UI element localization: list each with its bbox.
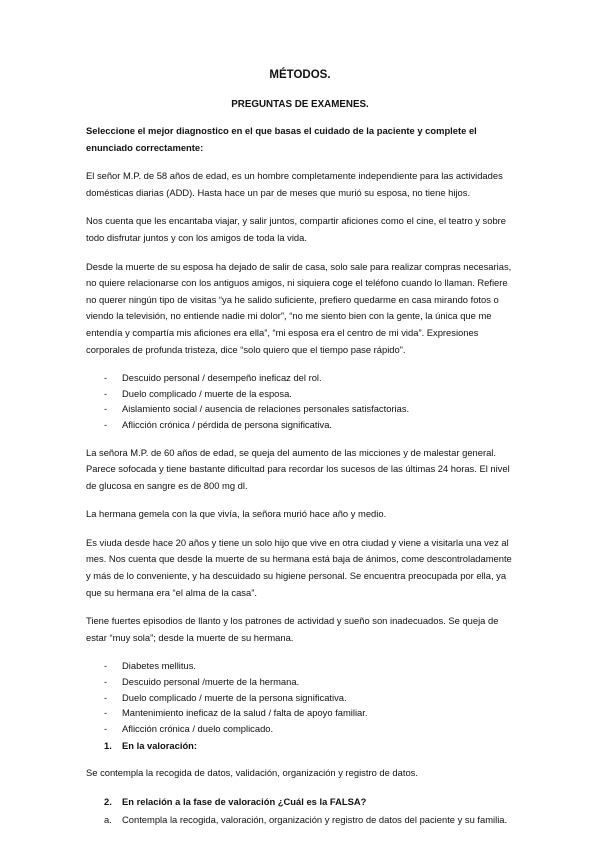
- page-title: MÉTODOS.: [269, 69, 331, 81]
- question-2-number: 2.: [104, 795, 112, 807]
- question-2-text: En relación a la fase de valoración ¿Cuál es la FALSA?: [122, 795, 367, 807]
- case2-paragraph-1: La señora M.P. de 60 años de edad, se queja del aumento de las micciones y de malestar general. Parece sofocada y tiene bastante dificultad para recordar los sucesos de las últimas 24 horas. El nivel de glucosa en sangre es de 800 mg dl.: [86, 446, 510, 491]
- document-body: [86, 123, 514, 828]
- case1-option: - Duelo complicado / muerte de la esposa.: [86, 386, 514, 402]
- question-1: [86, 738, 514, 755]
- option-letter: a.: [104, 814, 112, 826]
- question-2-option-a: [86, 812, 514, 828]
- question-1-number: 1.: [104, 740, 112, 752]
- question-1-text: En la valoración:: [122, 740, 198, 752]
- case2-options-list: [86, 658, 514, 736]
- case2-paragraph-2: La hermana gemela con la que vivía, la señora murió hace año y medio.: [86, 508, 387, 520]
- case1-options-list: [86, 370, 514, 432]
- question-1-answer: Se contempla la recogida de datos, validación, organización y registro de datos.: [86, 767, 418, 778]
- case1-option: - Aislamiento social / ausencia de relaciones personales satisfactorias.: [86, 401, 514, 417]
- page-subtitle: PREGUNTAS DE EXAMENES.: [231, 99, 369, 110]
- case1-option: - Aflicción crónica / pérdida de persona significativa.: [86, 417, 514, 433]
- case1-paragraph-3: Desde la muerte de su esposa ha dejado de salir de casa, solo sale para realizar compras necesarias, no quiere relacionarse con los antiguos amigos, ni siquiera coge el teléfono cuando lo llaman. Refiere no querer ningún tipo de visitas “ya he salido suficiente, prefiero quedarme en casa mirando fotos o viendo la televisión, no entiende nadie mi dolor”, “no me siento bien con la gente, la única que me entendía y compartía mis aficiones era ella”, “mi esposa era el centro de mi vida”. Expresiones corporales de profunda tristeza, dice “solo quiero que el tiempo pase rápido”.: [86, 260, 512, 355]
- case2-option: - Aflicción crónica / duelo complicado.: [86, 721, 514, 737]
- case1-paragraph-1: El señor M.P. de 58 años de edad, es un hombre completamente independiente para las actividades domésticas diarias (ADD). Hasta hace un par de meses que murió su esposa, no tiene hijos.: [86, 170, 503, 198]
- option-text: Contempla la recogida, valoración, organización y registro de datos del paciente y su familia.: [122, 814, 508, 826]
- case2-option: - Diabetes mellitus.: [86, 658, 514, 674]
- case1-paragraph-2: Nos cuenta que les encantaba viajar, y salir juntos, compartir aficiones como el cine, el teatro y sobre todo disfrutar juntos y con los amigos de toda la vida.: [86, 215, 507, 243]
- case2-option: - Mantenimiento ineficaz de la salud / falta de apoyo familiar.: [86, 705, 514, 721]
- case2-paragraph-3: Es viuda desde hace 20 años y tiene un solo hijo que vive en otra ciudad y viene a visitarla una vez al mes. Nos cuenta que desde la muerte de su hermana está baja de ánimos, come descontroladamente y más de lo conveniente, y ha descuidado su higiene personal. Se encuentra preocupada por ella, ya que su hermana era “el alma de la casa”.: [86, 536, 512, 598]
- case2-option: - Duelo complicado / muerte de la persona significativa.: [86, 690, 514, 706]
- case2-option: - Descuido personal /muerte de la hermana.: [86, 674, 514, 690]
- question-2: [86, 794, 514, 811]
- instruction-text: Seleccione el mejor diagnostico en el que basas el cuidado de la paciente y complete el enunciado correctamente:: [86, 125, 477, 153]
- case1-option: - Descuido personal / desempeño ineficaz del rol.: [86, 370, 514, 386]
- case2-paragraph-4: Tiene fuertes episodios de llanto y los patrones de actividad y sueño son inadecuados. Se queja de estar “muy sola”; desde la muerte de su hermana.: [86, 615, 499, 643]
